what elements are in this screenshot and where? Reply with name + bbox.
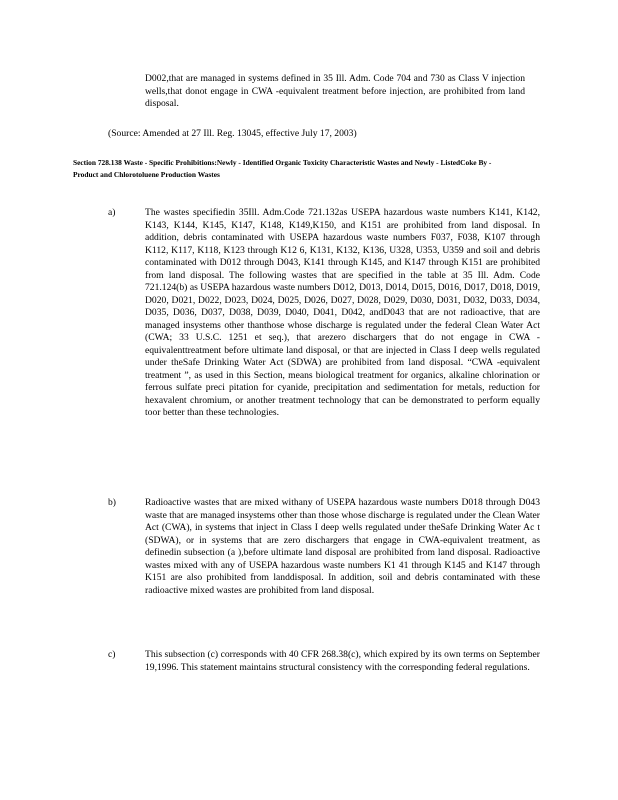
subsection-b-text: Radioactive wastes that are mixed withany of USEPA hazardous waste numbers D018 through D043 waste that are managed insystems other than those whose discharge is regulated under the Clean Water Act (CWA), in systems that inject in Class I deep wells regulated under theSafe Drinking Water Ac t (SDWA), or in systems that are zero dischargers that engage in CWA-equivalent treatment, as definedin subsection (a ),before ultimate land disposal are prohibited from land disposal. Radioactive wastes mixed with any of USEPA hazardous waste numbers K1 41 through K145 and K147 through K151 are also prohibited from landdisposal. In addition, soil and debris contaminated with these radioactive mixed wastes are prohibited from land disposal. xyxy=(145,497,540,596)
intro-paragraph: D002,that are managed in systems defined in 35 Ill. Adm. Code 704 and 730 as Class V injection wells,that donot engage in CWA -equivalent treatment before injection, are prohibited from land disposal. xyxy=(145,73,525,109)
subsection-a-marker: a) xyxy=(108,207,116,218)
subsection-c-marker: c) xyxy=(108,649,116,660)
section-heading: Section 728.138 Waste - Specific Prohibitions:Newly - Identified Organic Toxicity Characteristic Wastes and Newly - ListedCoke By - Product and Chlorotoluene Production Wastes xyxy=(73,158,492,179)
source-note: (Source: Amended at 27 Ill. Reg. 13045, effective July 17, 2003) xyxy=(108,128,357,139)
subsection-b-marker: b) xyxy=(108,497,116,508)
subsection-c-text: This subsection (c) corresponds with 40 CFR 268.38(c), which expired by its own terms on September 19,1996. This statement maintains structural consistency with the corresponding federal regulations. xyxy=(145,649,540,673)
subsection-a-text: The wastes specifiedin 35Ill. Adm.Code 721.132as USEPA hazardous waste numbers K141, K142, K143, K144, K145, K147, K148, K149,K150, and K151 are prohibited from land disposal. In addition, debris contaminated with USEPA hazardous waste numbers F037, F038, K107 through K112, K117, K118, K123 through K12 6, K131, K132, K136, U328, U353, U359 and soil and debris contaminated with D012 through D043, K141 through K145, and K147 through K151 are prohibited from land disposal. The following wastes that are specified in the table at 35 Ill. Adm. Code 721.124(b) as USEPA hazardous waste numbers D012, D013, D014, D015, D016, D017, D018, D019, D020, D021, D022, D023, D024, D025, D026, D027, D028, D029, D030, D031, D032, D033, D034, D035, D036, D037, D038, D039, D040, D041, D042, andD043 that are not radioactive, that are managed insystems other thanthose whose discharge is regulated under the federal Clean Water Act (CWA; 33 U.S.C. 1251 et seq.), that arezero dischargers that do not engage in CWA -equivalenttreatment before ultimate land disposal, or that are injected in Class I deep wells regulated under theSafe Drinking Water Act (SDWA) are prohibited from land disposal. “CWA -equivalent treatment ”, as used in this Section, means biological treatment for organics, alkaline chlorination or ferrous sulfate preci pitation for cyanide, precipitation and sedimentation for metals, reduction for hexavalent chromium, or another treatment technology that can be demonstrated to perform equally toor better than these technologies. xyxy=(145,207,540,418)
